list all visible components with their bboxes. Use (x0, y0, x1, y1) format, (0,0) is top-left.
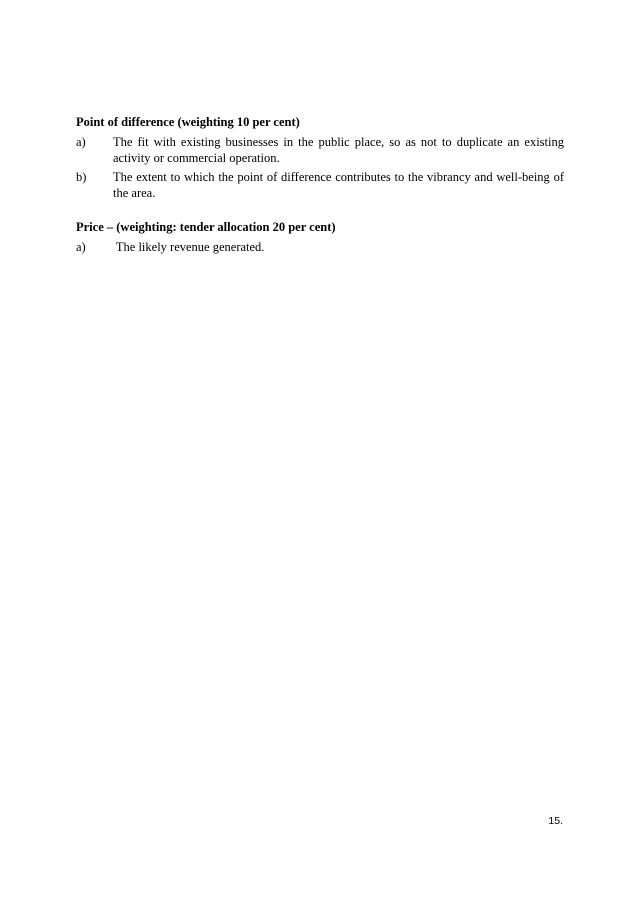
section-heading-point-of-difference: Point of difference (weighting 10 per cent) (76, 115, 300, 129)
list-item (76, 135, 564, 166)
list-item (76, 170, 564, 201)
list-item-marker: b) (76, 170, 87, 184)
page-number: 15. (548, 815, 563, 827)
list-item (76, 240, 564, 256)
list-item-marker: a) (76, 135, 86, 149)
list-item-marker: a) (76, 240, 86, 254)
list-item-text: The fit with existing businesses in the public place, so as not to duplicate an existing activity or commercial operation. (113, 135, 564, 165)
list-item-text: The extent to which the point of difference contributes to the vibrancy and well-being of the area. (113, 170, 564, 200)
section-heading-price: Price – (weighting: tender allocation 20 per cent) (76, 220, 336, 234)
list-item-text: The likely revenue generated. (113, 240, 265, 254)
